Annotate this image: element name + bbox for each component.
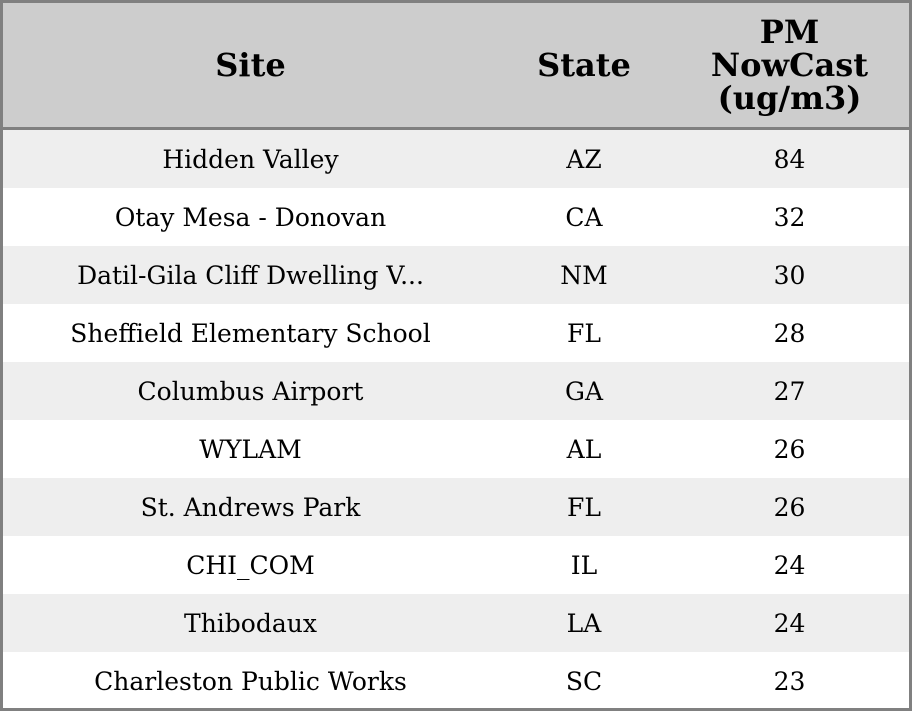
table-body: [3, 129, 909, 711]
cell-pm-value: 32: [670, 188, 909, 246]
column-header-state: State: [498, 3, 670, 129]
column-header-pm-line1: PM: [759, 12, 820, 51]
cell-pm-value: 30: [670, 246, 909, 304]
cell-pm-value: 84: [670, 129, 909, 189]
header-row: [3, 3, 909, 129]
cell-state: FL: [498, 478, 670, 536]
cell-site: Hidden Valley: [3, 129, 498, 189]
cell-state: CA: [498, 188, 670, 246]
cell-site: WYLAM: [3, 420, 498, 478]
cell-site: Otay Mesa - Donovan: [3, 188, 498, 246]
pm-nowcast-table: [3, 3, 909, 710]
cell-pm-value: 27: [670, 362, 909, 420]
column-header-pm-line2: NowCast: [710, 45, 869, 84]
table-row: [3, 420, 909, 478]
table-row: [3, 536, 909, 594]
cell-state: NM: [498, 246, 670, 304]
cell-state: GA: [498, 362, 670, 420]
cell-pm-value: 24: [670, 594, 909, 652]
cell-state: AZ: [498, 129, 670, 189]
column-header-site: Site: [3, 3, 498, 129]
cell-site: Datil-Gila Cliff Dwelling V...: [3, 246, 498, 304]
cell-pm-value: 26: [670, 420, 909, 478]
column-header-pm-line3: (ug/m3): [717, 78, 862, 117]
table-row: [3, 246, 909, 304]
table-row: [3, 129, 909, 189]
cell-site: Columbus Airport: [3, 362, 498, 420]
cell-state: IL: [498, 536, 670, 594]
table-row: [3, 594, 909, 652]
cell-state: LA: [498, 594, 670, 652]
cell-site: Sheffield Elementary School: [3, 304, 498, 362]
table-row: [3, 362, 909, 420]
cell-site: Charleston Public Works: [3, 652, 498, 710]
cell-state: SC: [498, 652, 670, 710]
cell-site: Thibodaux: [3, 594, 498, 652]
table-header: [3, 3, 909, 129]
table-row: [3, 188, 909, 246]
cell-site: CHI_COM: [3, 536, 498, 594]
cell-state: AL: [498, 420, 670, 478]
cell-pm-value: 26: [670, 478, 909, 536]
table-row: [3, 478, 909, 536]
column-header-pm-nowcast: [670, 3, 909, 129]
table-row: [3, 304, 909, 362]
table-row: [3, 652, 909, 710]
cell-pm-value: 23: [670, 652, 909, 710]
cell-pm-value: 24: [670, 536, 909, 594]
cell-pm-value: 28: [670, 304, 909, 362]
cell-state: FL: [498, 304, 670, 362]
cell-site: St. Andrews Park: [3, 478, 498, 536]
